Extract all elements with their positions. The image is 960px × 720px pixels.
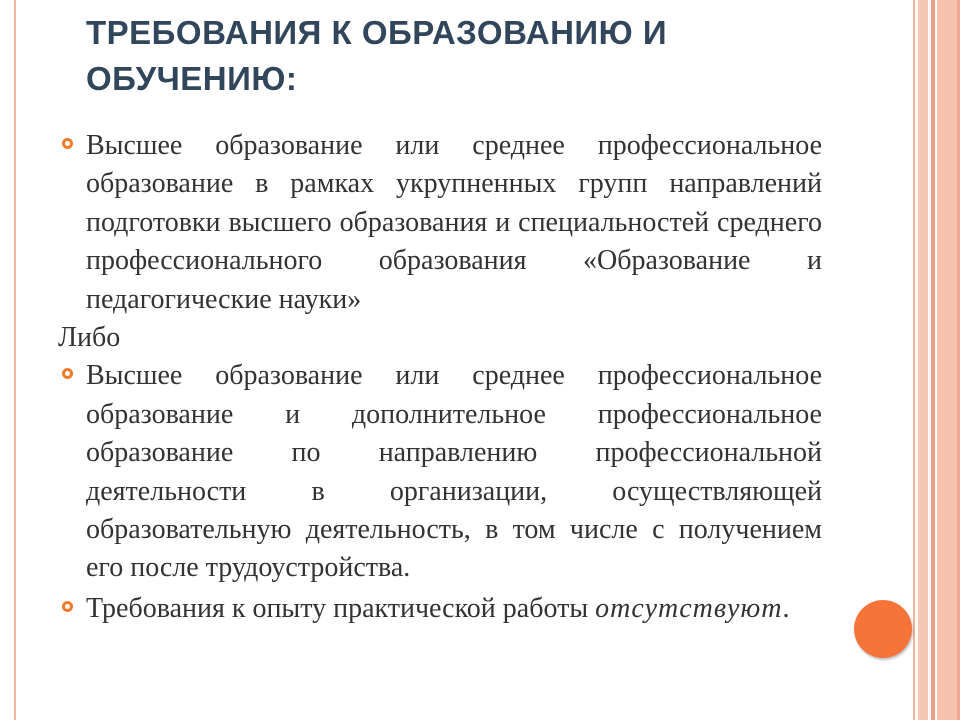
bullet-ring-icon <box>62 138 73 149</box>
trailing-punctuation: . <box>782 592 790 624</box>
bullet-item <box>86 127 822 319</box>
bullet-item <box>86 357 822 587</box>
emphasis-text: отсутствуют <box>595 592 783 624</box>
bullet-item-text: Высшее образование или среднее профессиональное образование и дополнительное профессиональное образование по направлению профессиональной деятельности в организации, осуществляющей образовательную деятельность, в том числе с получением его после трудоустройства. <box>86 360 822 584</box>
slide-title: ТРЕБОВАНИЯ К ОБРАЗОВАНИЮ И ОБУЧЕНИЮ: <box>86 14 668 97</box>
slide-content <box>0 127 960 628</box>
bullet-ring-icon <box>62 601 73 612</box>
bullet-ring-icon <box>62 368 73 379</box>
bullet-item-text: Требования к опыту практической работы <box>86 592 589 624</box>
separator-text: Либо <box>58 322 121 354</box>
orange-circle-icon <box>854 600 912 658</box>
bullet-item <box>86 590 822 628</box>
bullet-item-text: Высшее образование или среднее профессиональное образование в рамках укрупненных групп направлений подготовки высшего образования и специальностей среднего профессионального образования «Образование и педагогические науки» <box>86 130 822 315</box>
